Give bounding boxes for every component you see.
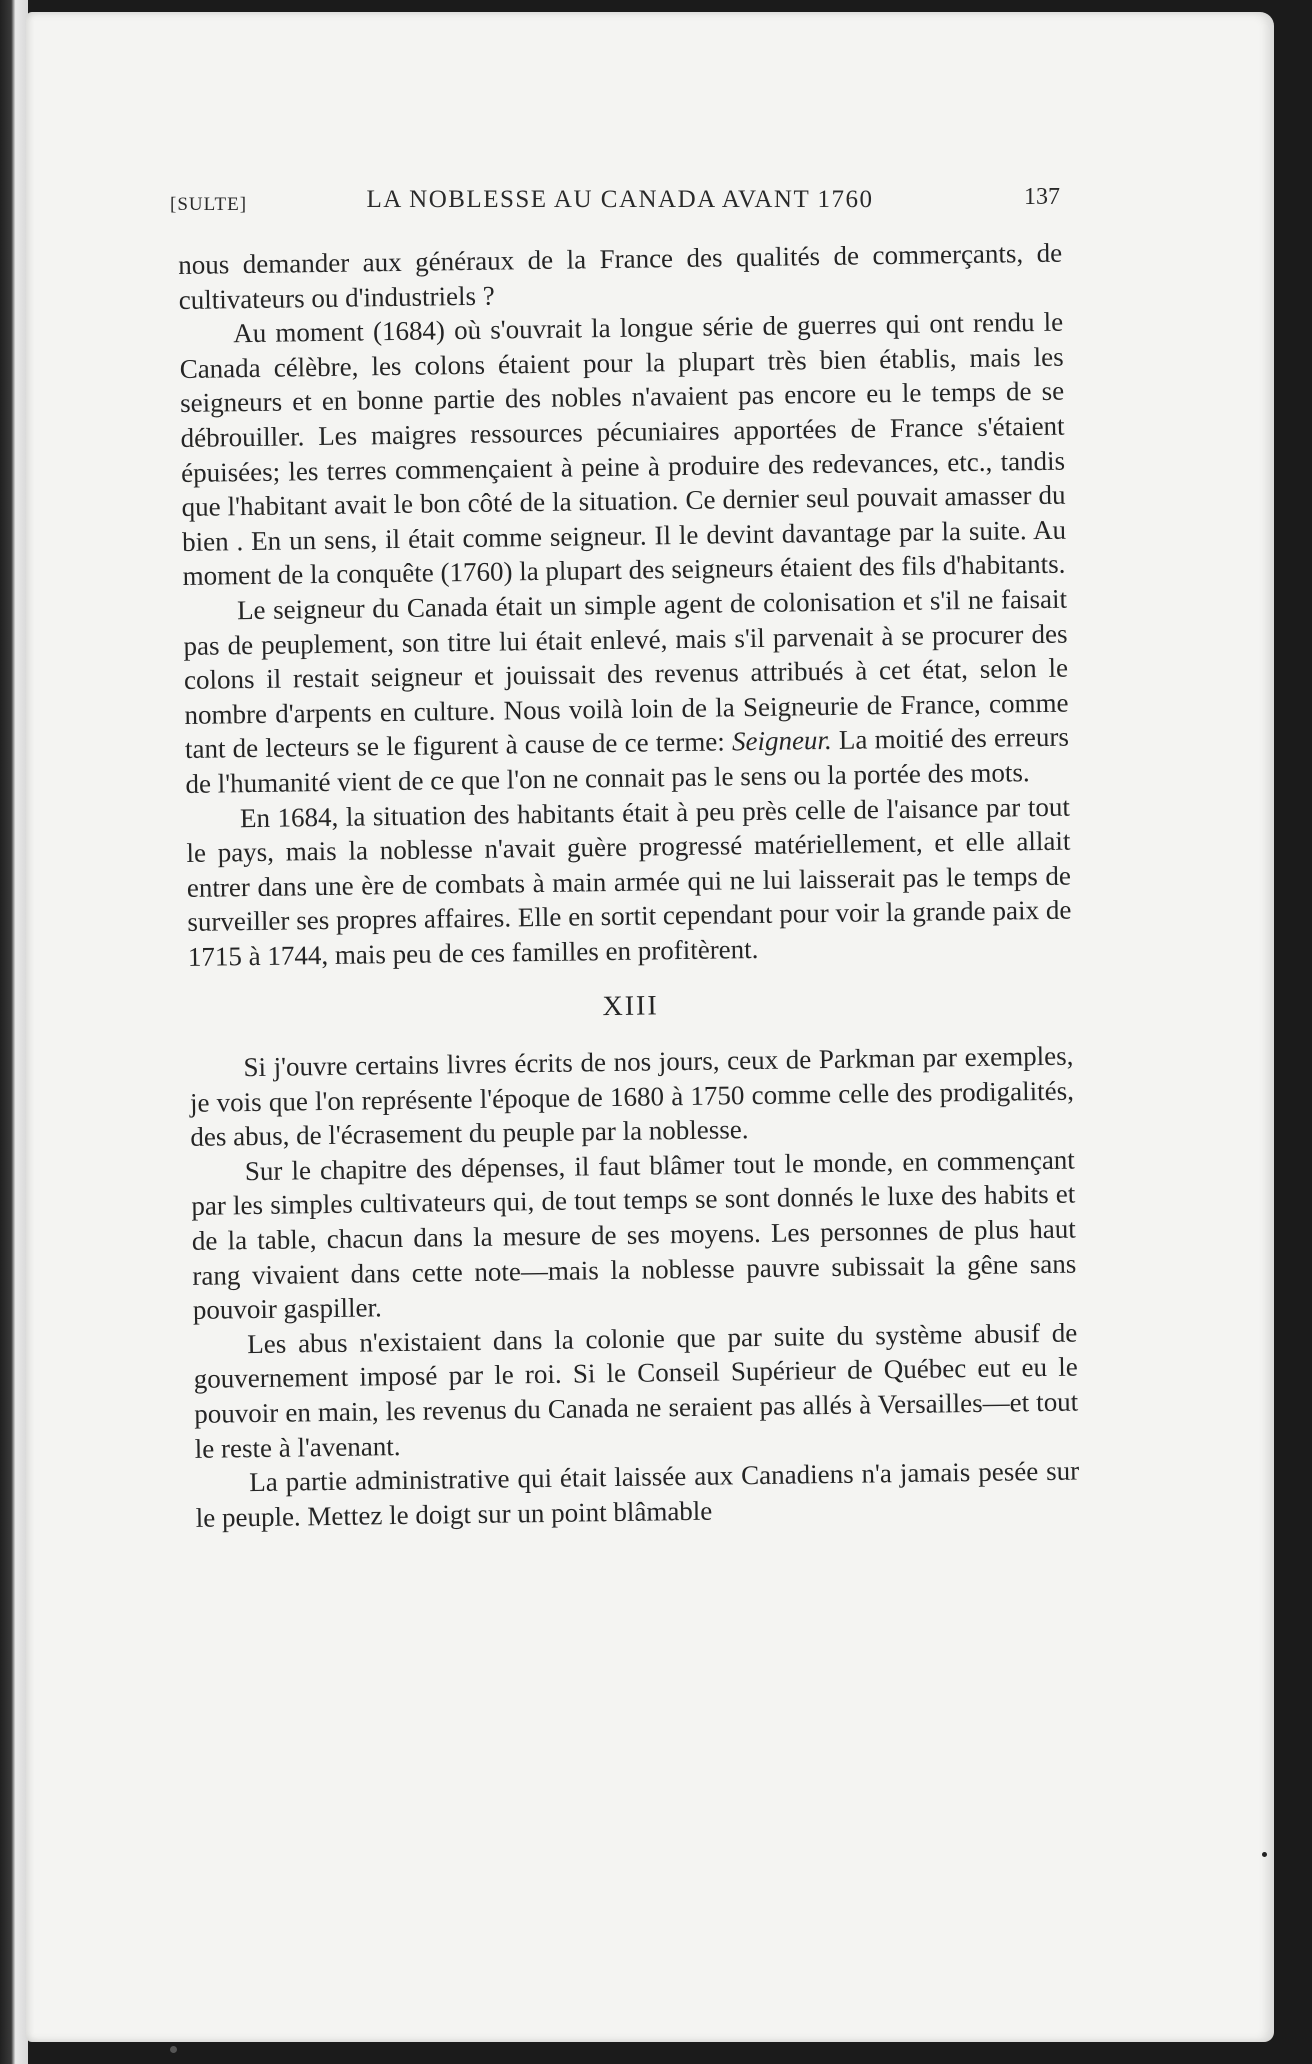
- paragraph: [183, 582, 1070, 802]
- text-run: En 1684, la situation des habitants était à peu près celle de l'aisance par tout le pays, mais la noblesse n'avait guère progressé matériellement, et elle allait entrer dans une ère de combats à main armée qui ne lui laisserait pas le temps de surveiller ses propres affaires. Elle en sortit cependant pour voir la grande paix de 1715 à 1744, mais peu de ces familles en profitèrent.: [186, 791, 1072, 972]
- text-run: La moitié des erreurs de l'humanité vient de ce que l'on ne connait pas le sens ou la portée des mots.: [185, 721, 1070, 799]
- header-author: [SULTE]: [170, 194, 248, 215]
- paragraphs-before-section: [178, 236, 1072, 975]
- text-run: nous demander aux généraux de la France des qualités de commerçants, de cultivateurs ou d'industriels ?: [178, 237, 1063, 315]
- scan-left-edge: [0, 0, 28, 2064]
- paragraph: [186, 789, 1072, 974]
- text-run: Le seigneur du Canada était un simple agent de colonisation et s'il ne faisait pas de peuplement, son titre lui était enlevé, mais s'il parvenait à se procurer des colons il restait seigneur et jouissait des revenus attribués à cet état, selon le nombre d'arpents en culture. Nous voilà loin de la Seigneurie de France, comme tant de lecteurs se le figurent à cause de ce terme:: [183, 583, 1069, 765]
- page-body: [178, 236, 1080, 1536]
- header-title: LA NOBLESSE AU CANADA AVANT 1760: [366, 186, 874, 213]
- text-run: Si j'ouvre certains livres écrits de nos jours, ceux de Parkman par exemples, je vois que l'on représente l'époque de 1680 à 1750 comme celle des prodigalités, des abus, de l'écrasement du peuple par la noblesse.: [189, 1040, 1075, 1153]
- scan-speck: [170, 2046, 177, 2053]
- paragraph: [193, 1315, 1079, 1466]
- text-run: La partie administrative qui était laissée aux Canadiens n'a jamais pesée sur le peuple. Mettez le doigt sur un point blâmable: [195, 1455, 1080, 1533]
- text-run: Au moment (1684) où s'ouvrait la longue série de guerres qui ont rendu le Canada célèbre, les colons étaient pour la plupart très bien établis, mais les seigneurs et en bonne partie des nobles n'avaient pas encore eu le temps de se débrouiller. Les maigres ressources pécuniaires apportées de France s'étaient épuisées; les terres commençaient à peine à produire des redevances, etc., tandis que l'habitant avait le bon côté de la situation. Ce dernier seul pouvait amasser du bien . En un sens, il était comme seigneur. Il le devint davantage par la suite. Au moment de la conquête (1760) la plupart des seigneurs étaient des fils d'habitants.: [179, 306, 1067, 592]
- paragraph: [189, 1039, 1074, 1155]
- section-heading: XIII: [602, 990, 659, 1023]
- paragraph: [191, 1142, 1077, 1327]
- paragraph: [195, 1454, 1080, 1536]
- scan-speck: [1262, 1852, 1267, 1857]
- page-number: 137: [1024, 184, 1060, 210]
- italic-term: Seigneur.: [731, 725, 832, 757]
- text-run: Les abus n'existaient dans la colonie que par suite du système abusif de gouvernement imposé par le roi. Si le Conseil Supérieur de Québec eut eu le pouvoir en main, les revenus du Canada ne seraient pas allés à Versailles—et tout le reste à l'avenant.: [193, 1317, 1079, 1464]
- paragraph: [179, 305, 1067, 594]
- text-run: Sur le chapitre des dépenses, il faut blâmer tout le monde, en commençant par les simples cultivateurs qui, de tout temps se sont donnés le luxe des habits et de la table, chacun dans la mesure de ses moyens. Les personnes de plus haut rang vivaient dans cette note—mais la noblesse pauvre subissait la gêne sans pouvoir gaspiller.: [191, 1144, 1077, 1326]
- running-header: [170, 178, 1070, 218]
- paragraph: [178, 236, 1063, 318]
- paragraphs-after-section: [189, 1039, 1080, 1536]
